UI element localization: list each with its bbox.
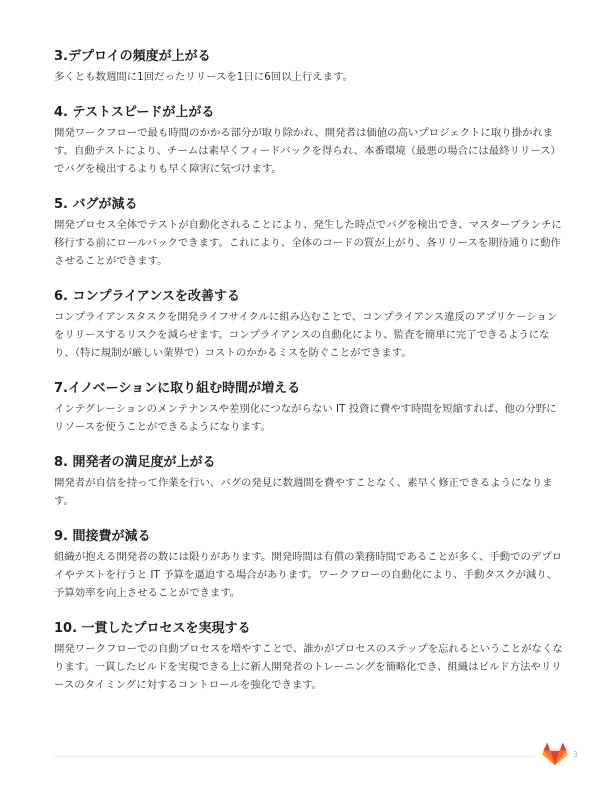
section-body: 開発ワークフローでの自動プロセスを増やすことで、誰かがプロセスのステップを忘れるということがなくなります。一貫したビルドを実現できる上に新人開発者のトレーニングを簡略化でき、組織はビルド方法やリリースのタイミングに対するコントロールを強化できます。 bbox=[54, 643, 563, 691]
section-fewer-bugs bbox=[54, 196, 564, 270]
section-heading: 6. コンプライアンスを改善する bbox=[54, 289, 240, 304]
section-heading: 4. テストスピードが上がる bbox=[54, 105, 215, 120]
section-test-speed bbox=[54, 104, 564, 178]
section-compliance bbox=[54, 288, 564, 362]
section-body: 組織が抱える開発者の数には限りがあります。開発時間は有償の業務時間であることが多く、手動でのデプロイやテストを行うと IT 予算を逼迫する場合があります。ワークフローの自動化により、手動タスクが減り、予算効率を向上させることができます。 bbox=[54, 551, 563, 599]
section-body: コンプライアンスタスクを開発ライフサイクルに組み込むことで、コンプライアンス違反のアプリケーションをリリースするリスクを減らせます。コンプライアンスの自動化により、監査を簡単に完了できるようになり、（特に規制が厳しい業界で）コストのかかるミスを防ぐことができます。 bbox=[54, 311, 558, 359]
section-deploy-frequency bbox=[54, 48, 564, 86]
section-body: 開発ワークフローで最も時間のかかる部分が取り除かれ、開発者は価値の高いプロジェクトに取り掛かれます。自動テストにより、チームは素早くフィードバックを得られ、本番環境（最悪の場合には最終リリース）でバグを検出するよりも早く障害に気づけます。 bbox=[54, 127, 561, 175]
section-heading: 3.デプロイの頻度が上がる bbox=[54, 49, 211, 64]
section-body: 多くとも数週間に1回だったリリースを1日に6回以上行えます。 bbox=[54, 71, 354, 83]
section-overhead bbox=[54, 528, 564, 602]
section-developer-satisfaction bbox=[54, 454, 564, 510]
section-consistent-process bbox=[54, 620, 564, 694]
footer-divider bbox=[54, 756, 536, 757]
section-heading: 10. 一貫したプロセスを実現する bbox=[54, 621, 251, 636]
section-innovation-time bbox=[54, 380, 564, 436]
section-heading: 7.イノベーションに取り組む時間が増える bbox=[54, 381, 301, 396]
page-number: 3 bbox=[573, 750, 578, 759]
section-body: インテグレーションのメンテナンスや差別化につながらない IT 投資に費やす時間を短縮すれば、他の分野にリソースを使うことができるようになります。 bbox=[54, 403, 557, 433]
section-heading: 5. バグが減る bbox=[54, 197, 138, 212]
section-heading: 8. 開発者の満足度が上がる bbox=[54, 455, 216, 470]
section-heading: 9. 間接費が減る bbox=[54, 529, 151, 544]
section-body: 開発者が自信を持って作業を行い、バグの発見に数週間を費やすことなく、素早く修正できるようになります。 bbox=[54, 477, 553, 507]
section-body: 開発プロセス全体でテストが自動化されることにより、発生した時点でバグを検出でき、マスターブランチに移行する前にロールバックできます。これにより、全体のコードの質が上がり、各リリースを期待通りに動作させることができます。 bbox=[54, 219, 562, 267]
document-body bbox=[54, 48, 564, 712]
gitlab-tanuki-icon bbox=[542, 742, 568, 766]
